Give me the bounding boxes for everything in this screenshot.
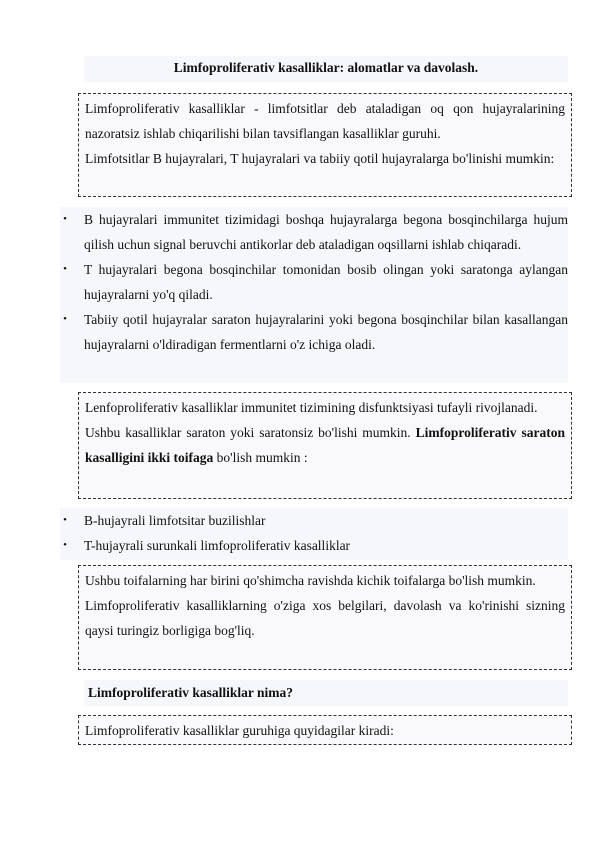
list-item — [60, 257, 568, 307]
immune-dysfunction-box — [78, 392, 572, 499]
bullet-icon: • — [63, 213, 67, 225]
page-title: Limfoproliferativ kasalliklar: alomatlar va davolash. — [84, 56, 568, 82]
group-intro-box — [78, 715, 572, 745]
lymphocyte-list — [60, 207, 568, 357]
categories-list-section — [60, 508, 568, 560]
section-heading: Limfoproliferativ kasalliklar nima? — [84, 680, 568, 706]
categories-text: Ushbu kasalliklar saraton yoki saratonsiz bo'lishi mumkin. — [85, 425, 416, 440]
list-item-text: B hujayralari immunitet tizimidagi boshqa hujayralarga begona bosqinchilarga hujum qilish uchun signal beruvchi antikorlar deb ataladigan oqsillarni ishlab chiqaradi. — [84, 212, 568, 252]
lymphocyte-types-paragraph: Limfotsitlar B hujayralari, T hujayralari va tabiiy qotil hujayralarga bo'linishi mumkin: — [85, 151, 555, 166]
bullet-icon: • — [63, 313, 67, 325]
list-item-text: B-hujayrali limfotsitar buzilishlar — [84, 513, 266, 528]
intro-box — [78, 93, 572, 197]
list-item-text: T hujayralari begona bosqinchilar tomonidan bosib olingan yoki saratonga aylangan hujayralarni yo'q qiladi. — [84, 262, 568, 302]
list-item — [60, 207, 568, 257]
lymphocyte-list-section — [60, 207, 568, 383]
symptoms-paragraph: Limfoproliferativ kasalliklarning o'ziga xos belgilari, davolash va ko'rinishi sizning qaysi turingiz borligiga bog'liq. — [85, 598, 565, 638]
list-item — [60, 533, 568, 558]
list-item — [60, 508, 568, 533]
subcategories-box — [78, 565, 572, 670]
categories-paragraph — [79, 420, 571, 470]
dysfunction-paragraph: Lenfoproliferativ kasalliklar immunitet tizimining disfunktsiyasi tufayli rivojlanadi. — [85, 400, 538, 415]
list-item — [60, 307, 568, 357]
bullet-icon: • — [63, 514, 67, 526]
categories-bold-text: Limfoproliferativ saraton kasalligini ikki toifaga — [85, 425, 565, 465]
group-intro-paragraph: Limfoproliferativ kasalliklar guruhiga quyidagilar kiradi: — [85, 723, 394, 738]
categories-list — [60, 508, 568, 558]
bullet-icon: • — [63, 539, 67, 551]
categories-tail-text: bo'lish mumkin : — [213, 450, 308, 465]
bullet-icon: • — [63, 263, 67, 275]
list-item-text: Tabiiy qotil hujayralar saraton hujayralarini yoki begona bosqinchilar bilan kasallangan hujayralarni o'ldiradigan fermentlarni o'z ichiga oladi. — [84, 312, 568, 352]
subcategories-paragraph: Ushbu toifalarning har birini qo'shimcha ravishda kichik toifalarga bo'lish mumkin. — [85, 573, 536, 588]
intro-paragraph: Limfoproliferativ kasalliklar - limfotsitlar deb ataladigan oq qon hujayralarining nazoratsiz ishlab chiqarilishi bilan tavsiflangan kasalliklar guruhi. — [85, 101, 565, 141]
list-item-text: T-hujayrali surunkali limfoproliferativ kasalliklar — [84, 538, 351, 553]
